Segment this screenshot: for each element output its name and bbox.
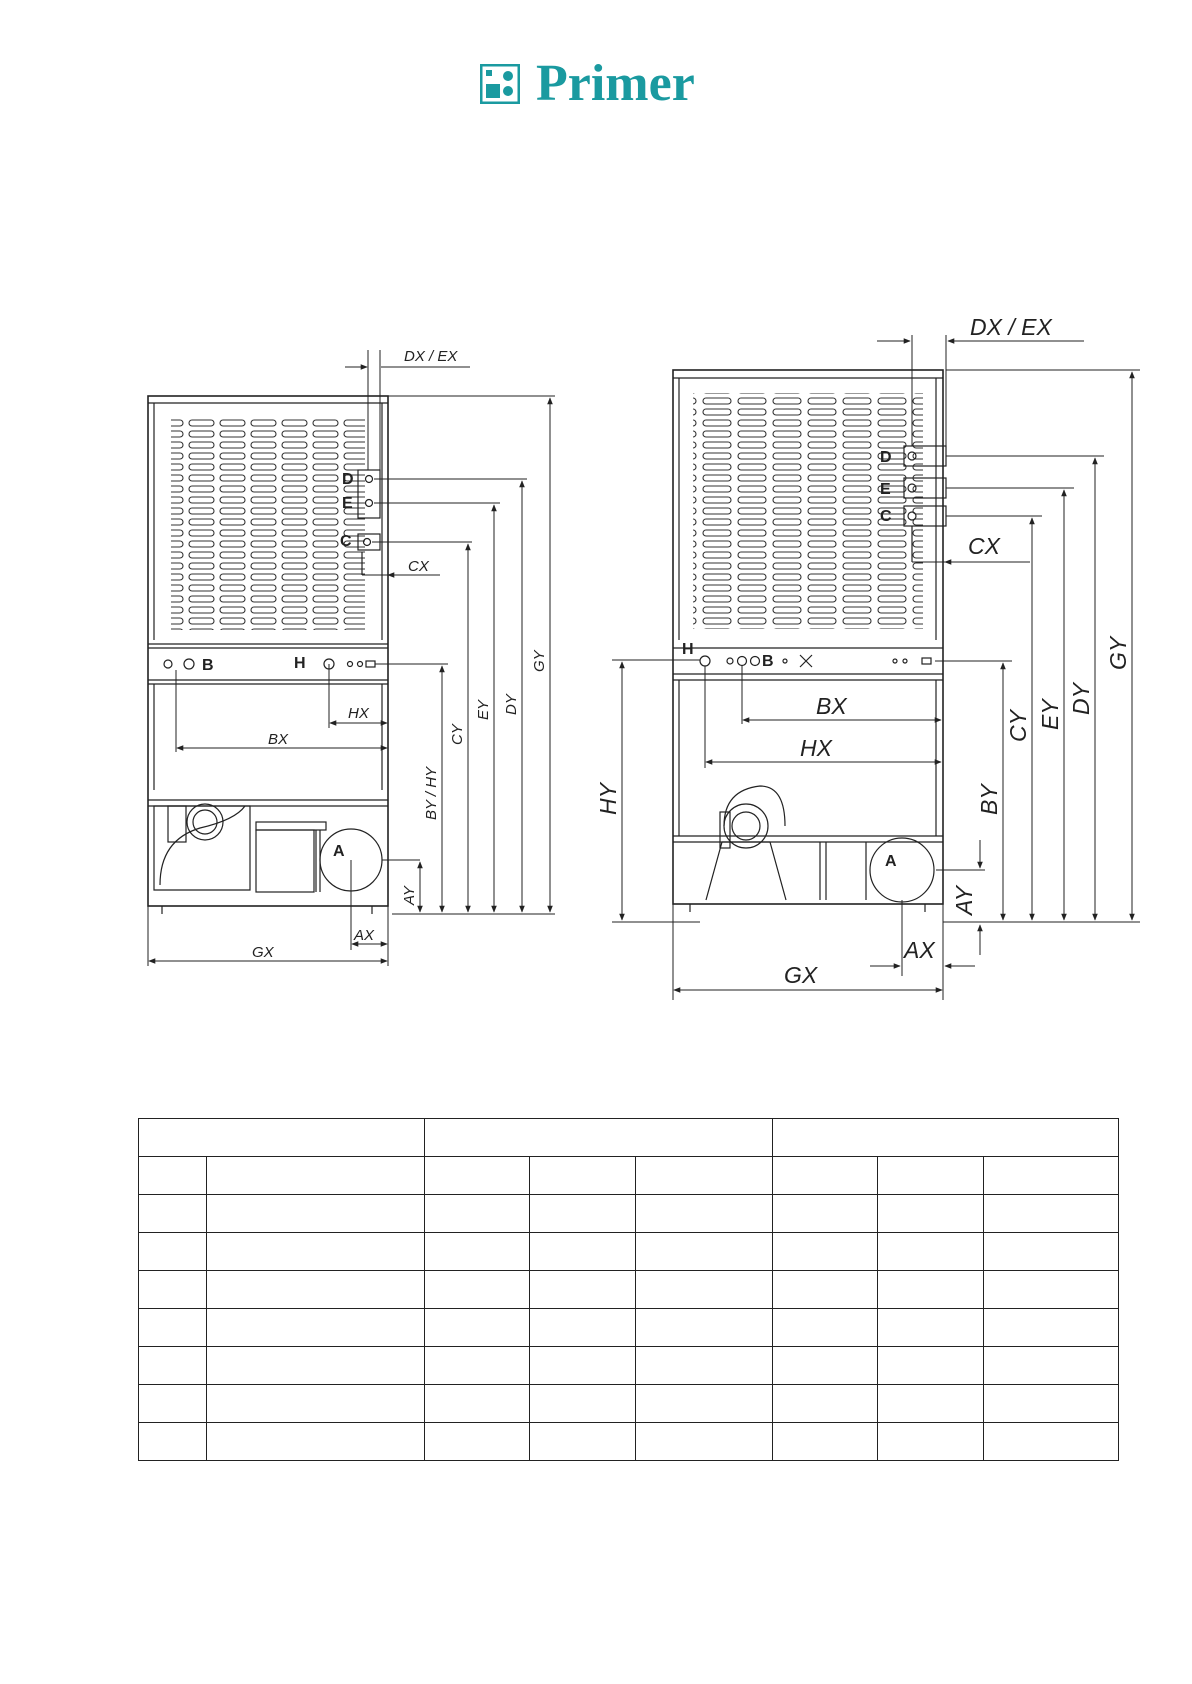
large-conn-H: H xyxy=(682,641,694,658)
large-conn-C: C xyxy=(880,508,892,525)
small-conn-C: C xyxy=(340,533,352,550)
small-dim-cx: CX xyxy=(408,558,429,575)
table-cell xyxy=(425,1119,773,1157)
dimension-table xyxy=(138,1118,1119,1461)
large-dim-by: BY xyxy=(976,784,1002,815)
table-row xyxy=(139,1347,1119,1385)
table-header-row xyxy=(139,1119,1119,1157)
large-dim-cx: CX xyxy=(968,533,1000,559)
large-dim-bx: BX xyxy=(816,693,847,719)
table-row xyxy=(139,1233,1119,1271)
small-dim-dy: DY xyxy=(503,694,520,715)
large-dim-ay: AY xyxy=(951,886,977,915)
table-row xyxy=(139,1309,1119,1347)
large-dim-hy: HY xyxy=(595,783,621,815)
small-dim-gx: GX xyxy=(252,944,274,961)
small-dim-ay: AY xyxy=(401,886,418,905)
small-dim-ax: AX xyxy=(354,927,375,944)
grille xyxy=(171,416,365,630)
small-conn-A: A xyxy=(333,843,345,860)
table-row xyxy=(139,1271,1119,1309)
large-dim-hx: HX xyxy=(800,735,832,761)
small-dim-cy: CY xyxy=(449,724,466,745)
large-dim-dy: DY xyxy=(1068,683,1094,715)
large-dim-ey: EY xyxy=(1037,699,1063,730)
large-conn-B: B xyxy=(762,653,774,670)
table-row xyxy=(139,1157,1119,1195)
table-cell xyxy=(773,1119,1119,1157)
table-cell xyxy=(139,1119,425,1157)
large-unit-drawing xyxy=(595,314,1140,1000)
large-conn-A: A xyxy=(885,853,897,870)
large-dim-dx-ex: DX / EX xyxy=(970,314,1052,340)
table-row xyxy=(139,1423,1119,1461)
large-dim-ax: AX xyxy=(904,937,935,963)
small-dim-ey: EY xyxy=(475,699,492,720)
small-conn-E: E xyxy=(342,495,353,512)
table-row xyxy=(139,1195,1119,1233)
small-dim-hx: HX xyxy=(348,705,369,722)
small-unit-drawing xyxy=(148,348,555,966)
small-dim-bx: BX xyxy=(268,731,289,748)
large-dim-gy: GY xyxy=(1105,636,1131,670)
large-dim-cy: CY xyxy=(1005,710,1031,742)
small-dim-gy: GY xyxy=(531,650,548,672)
large-dim-gx: GX xyxy=(784,962,818,988)
table-row xyxy=(139,1385,1119,1423)
large-conn-D: D xyxy=(880,449,892,466)
small-conn-H: H xyxy=(294,655,306,672)
small-conn-D: D xyxy=(342,471,354,488)
large-conn-E: E xyxy=(880,481,891,498)
small-conn-B: B xyxy=(202,657,214,674)
small-dim-by-hy: BY / HY xyxy=(423,766,440,820)
small-dim-dx-ex: DX / EX xyxy=(404,348,458,365)
brand-name: Primer xyxy=(536,55,695,112)
